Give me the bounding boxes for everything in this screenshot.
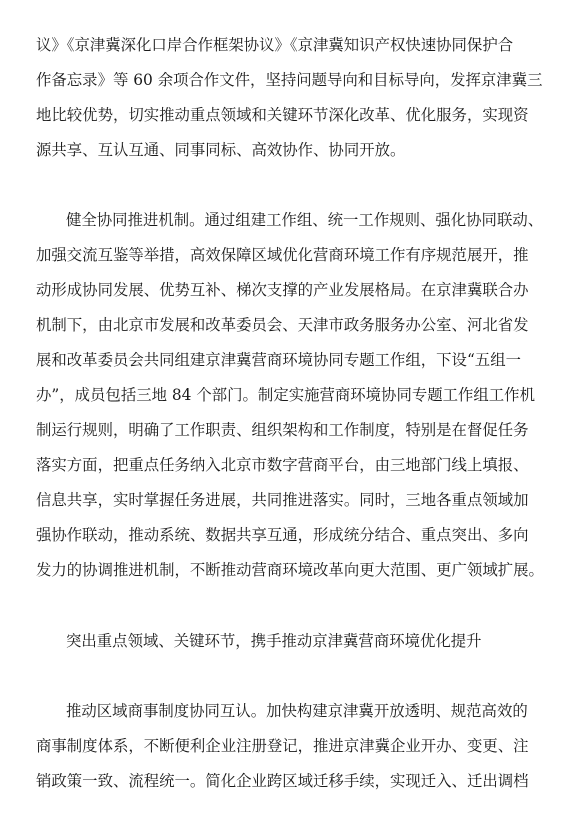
paragraph-2-line-5: 展和改革委员会共同组建京津冀营商环境协同专题工作组，下设“五组一 [36,351,521,369]
paragraph-2-line-11: 发力的协调推进机制，不断推动营商环境改革向更大范围、更广领域扩展。 [36,561,544,579]
paragraph-2-line-4: 机制下，由北京市发展和改革委员会、天津市政务服务办公室、河北省发 [36,316,529,334]
paragraph-2-line-8: 落实方面，把重点任务纳入北京市数字营商平台，由三地部门线上填报、 [36,456,529,474]
paragraph-2-line-7: 制运行规则，明确了工作职责、组织架构和工作制度，特别是在督促任务 [36,421,529,439]
paragraph-2-line-10: 强协作联动，推动系统、数据共享互通，形成统分结合、重点突出、多向 [36,526,529,544]
paragraph-1-line-2: 作备忘录》等 60 余项合作文件，坚持问题导向和目标导向，发挥京津冀三 [36,71,543,89]
paragraph-3-line-1: 推动区域商事制度协同互认。加快构建京津冀开放透明、规范高效的 [66,702,528,720]
paragraph-3-line-3: 销政策一致、流程统一。简化企业跨区域迁移手续，实现迁入、迁出调档 [36,772,529,790]
paragraph-2-line-1: 健全协同推进机制。通过组建工作组、统一工作规则、强化协同联动、 [66,211,544,229]
section-heading: 突出重点领域、关键环节，携手推动京津冀营商环境优化提升 [66,632,482,650]
paragraph-2-line-6: 办”，成员包括三地 84 个部门。制定实施营商环境协同专题工作组工作机 [36,386,535,404]
paragraph-1-line-3: 地比较优势，切实推动重点领域和关键环节深化改革、优化服务，实现资 [36,106,529,124]
paragraph-2-line-9: 信息共享，实时掌握任务进展，共同推进落实。同时，三地各重点领域加 [36,491,529,509]
paragraph-2-line-3: 动形成协同发展、优势互补、梯次支撑的产业发展格局。在京津冀联合办 [36,281,529,299]
paragraph-3-line-2: 商事制度体系，不断便利企业注册登记，推进京津冀企业开办、变更、注 [36,737,529,755]
paragraph-1-line-1: 议》《京津冀深化口岸合作框架协议》《京津冀知识产权快速协同保护合 [36,36,514,54]
paragraph-2-line-2: 加强交流互鉴等举措，高效保障区域优化营商环境工作有序规范展开，推 [36,246,529,264]
paragraph-1-line-4: 源共享、互认互通、同事同标、高效协作、协同开放。 [36,141,406,159]
